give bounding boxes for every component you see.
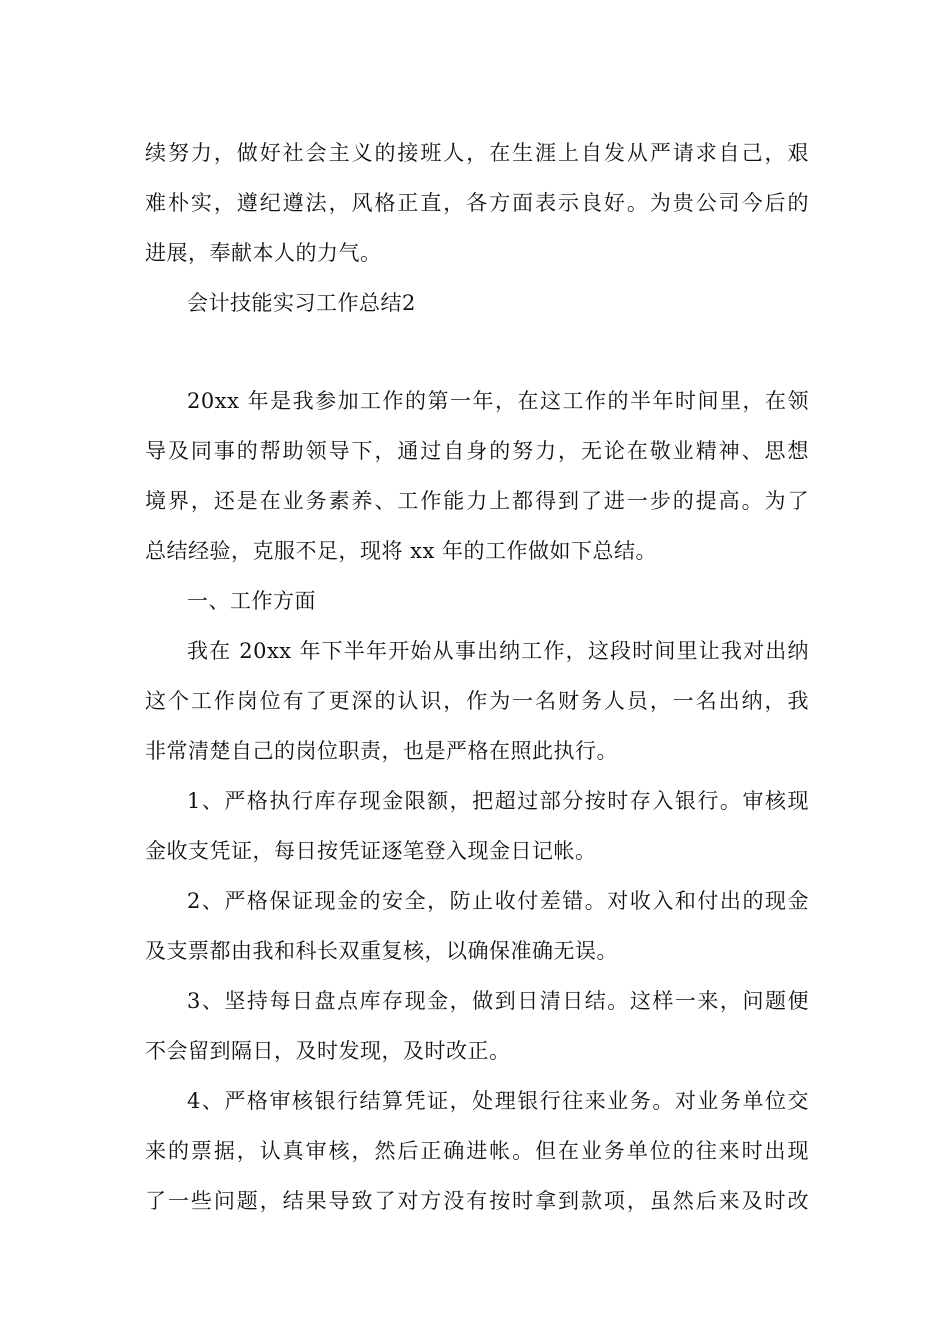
text-line: 金收支凭证，每日按凭证逐笔登入现金日记帐。 xyxy=(145,839,597,863)
text-line: 难朴实，遵纪遵法，风格正直，各方面表示良好。为贵公司今后的 xyxy=(145,191,809,215)
text-line: 1、严格执行库存现金限额，把超过部分按时存入银行。审核现 xyxy=(187,789,809,813)
text-line: 不会留到隔日，及时发现，及时改正。 xyxy=(145,1039,511,1063)
text-line: 4、严格审核银行结算凭证，处理银行往来业务。对业务单位交 xyxy=(187,1089,809,1113)
text-line: 境界，还是在业务素养、工作能力上都得到了进一步的提高。为了 xyxy=(145,489,809,513)
text-line: 导及同事的帮助领导下，通过自身的努力，无论在敬业精神、思想 xyxy=(145,439,809,463)
document-body xyxy=(145,128,809,1226)
text-line: 了一些问题，结果导致了对方没有按时拿到款项，虽然后来及时改 xyxy=(145,1189,809,1213)
text-line: 这个工作岗位有了更深的认识，作为一名财务人员，一名出纳，我 xyxy=(145,689,809,713)
paragraph-cashier xyxy=(145,626,809,776)
text-line: 续努力，做好社会主义的接班人，在生涯上自发从严请求自己，艰 xyxy=(145,141,809,165)
text-line: 2、严格保证现金的安全，防止收付差错。对收入和付出的现金 xyxy=(187,889,809,913)
list-item-2 xyxy=(145,876,809,976)
section-title: 会计技能实习工作总结2 xyxy=(187,291,416,315)
text-line: 总结经验，克服不足，现将 xx 年的工作做如下总结。 xyxy=(145,539,658,563)
paragraph-intro xyxy=(145,376,809,576)
text-line: 来的票据，认真审核，然后正确进帐。但在业务单位的往来时出现 xyxy=(145,1139,809,1163)
text-line: 3、坚持每日盘点库存现金，做到日清日结。这样一来，问题便 xyxy=(187,989,809,1013)
text-line: 进展，奉献本人的力气。 xyxy=(145,241,382,265)
heading-work-aspect: 一、工作方面 xyxy=(187,589,316,613)
list-item-3 xyxy=(145,976,809,1076)
paragraph-continuation xyxy=(145,128,809,278)
list-item-4 xyxy=(145,1076,809,1226)
text-line: 我在 20xx 年下半年开始从事出纳工作，这段时间里让我对出纳 xyxy=(187,639,809,663)
text-line: 20xx 年是我参加工作的第一年，在这工作的半年时间里，在领 xyxy=(187,389,809,413)
text-line: 非常清楚自己的岗位职责，也是严格在照此执行。 xyxy=(145,739,618,763)
blank-line xyxy=(145,328,809,376)
list-item-1 xyxy=(145,776,809,876)
text-line: 及支票都由我和科长双重复核，以确保准确无误。 xyxy=(145,939,618,963)
